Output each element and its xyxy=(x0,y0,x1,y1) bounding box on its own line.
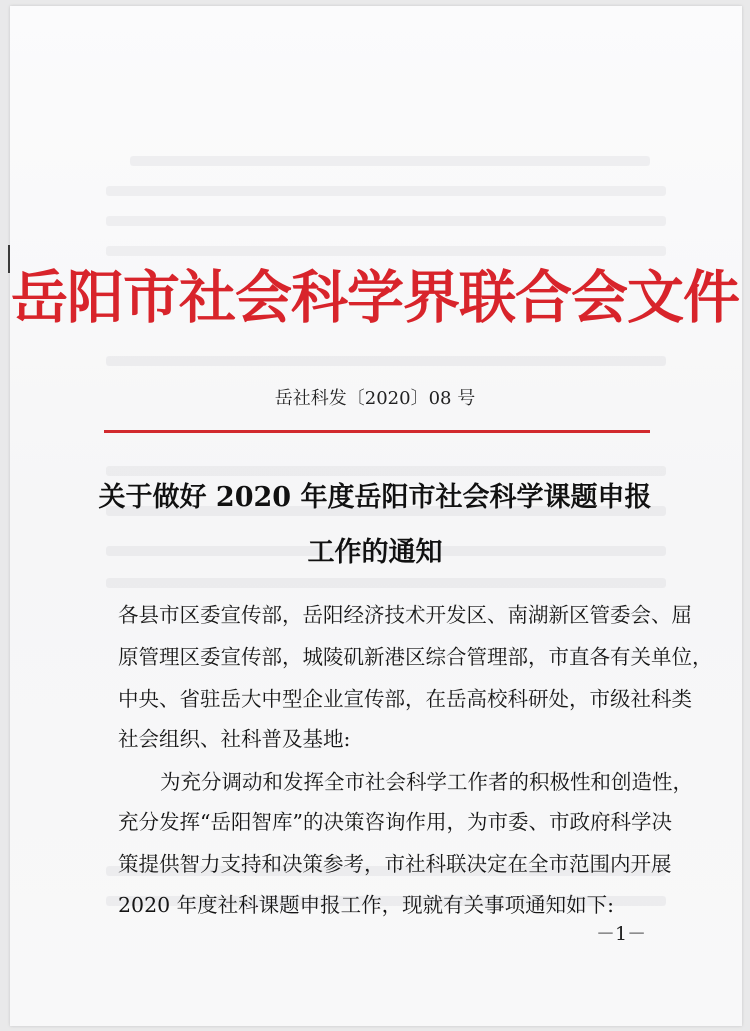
paragraph-line-1: 为充分调动和发挥全市社会科学工作者的积极性和创造性， xyxy=(160,770,693,794)
notice-title-line-2: 工作的通知 xyxy=(307,537,443,568)
recipients-line-3: 中央、省驻岳大中型企业宣传部，在岳高校科研处，市级社科类 xyxy=(118,687,692,711)
bleed-through-text xyxy=(106,578,666,588)
document-header-title: 岳阳市社会科学界联合会文件 xyxy=(11,264,739,331)
paragraph-line-4: 2020 年度社科课题申报工作，现就有关事项通知如下: xyxy=(118,893,615,917)
paragraph-line-2: 充分发挥“岳阳智库”的决策咨询作用，为市委、市政府科学决 xyxy=(118,810,672,834)
recipients-line-4: 社会组织、社科普及基地: xyxy=(118,727,351,751)
bleed-through-text xyxy=(106,216,666,226)
recipients-line-1: 各县市区委宣传部，岳阳经济技术开发区、南湖新区管委会、屈 xyxy=(118,603,692,627)
bleed-through-text xyxy=(106,356,666,366)
page-number: －1－ xyxy=(596,923,647,945)
paragraph-line-3: 策提供智力支持和决策参考，市社科联决定在全市范围内开展 xyxy=(118,852,672,876)
red-divider-line xyxy=(104,430,650,433)
recipients-line-2: 原管理区委宣传部，城陵矶新港区综合管理部，市直各有关单位， xyxy=(118,645,713,669)
bleed-through-text xyxy=(130,156,650,166)
notice-title-line-1: 关于做好 2020 年度岳阳市社会科学课题申报 xyxy=(98,482,652,513)
bleed-through-text xyxy=(106,186,666,196)
document-number: 岳社科发〔2020〕08 号 xyxy=(274,388,476,409)
